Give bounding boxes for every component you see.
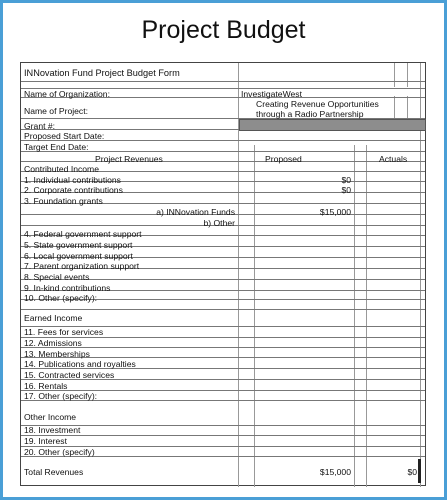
- row-rule: [21, 81, 425, 82]
- col-stub-d: [407, 96, 408, 118]
- line-item-proposed[interactable]: $0: [341, 175, 351, 185]
- line-item-label: 15. Contracted services: [24, 370, 115, 380]
- line-item-label: 11. Fees for services: [24, 327, 104, 337]
- col-stub-c: [394, 96, 395, 118]
- line-item-proposed[interactable]: $15,000: [319, 207, 351, 217]
- line-item-label: 6. Local government support: [24, 251, 133, 261]
- col-header-proposed: Proposed: [265, 154, 302, 164]
- project-label: Name of Project:: [24, 106, 88, 116]
- row-rule: [21, 425, 425, 426]
- budget-sheet: [20, 62, 426, 486]
- line-item-label: 8. Special events: [24, 272, 90, 282]
- line-item-label: 9. In-kind contributions: [24, 283, 111, 293]
- line-item-proposed[interactable]: $0: [341, 185, 351, 195]
- row-rule: [21, 309, 425, 310]
- project-value-line2: through a Radio Partnership: [256, 109, 364, 119]
- line-item-label: 2. Corporate contributions: [24, 185, 123, 195]
- col-header-actuals: Actuals: [379, 154, 408, 164]
- line-item-label: 4. Federal government support: [24, 229, 142, 239]
- line-item-label: b) Other: [203, 218, 235, 228]
- col-stub-b: [407, 63, 408, 87]
- line-item-label: 17. Other (specify):: [24, 391, 98, 401]
- start-date-label: Proposed Start Date:: [24, 131, 105, 141]
- section-earned: Earned Income: [24, 313, 83, 323]
- total-label: Total Revenues: [24, 467, 84, 477]
- line-item-label: 13. Memberships: [24, 349, 90, 359]
- line-item-label: 14. Publications and royalties: [24, 359, 136, 369]
- end-date-label: Target End Date:: [24, 142, 89, 152]
- col-stub-a: [394, 63, 395, 87]
- project-value-line1: Creating Revenue Opportunities: [256, 99, 379, 109]
- org-label: Name of Organization:: [24, 89, 110, 99]
- line-item-label: 1. Individual contributions: [24, 175, 121, 185]
- line-item-label: 20. Other (specify): [24, 447, 95, 457]
- total-actuals: $0: [407, 467, 417, 477]
- page-title: Project Budget: [141, 16, 306, 44]
- line-item-label: 5. State government support: [24, 240, 133, 250]
- grant-field[interactable]: [239, 119, 426, 131]
- section-other: Other Income: [24, 412, 77, 422]
- line-item-label: 19. Interest: [24, 436, 67, 446]
- line-item-label: 18. Investment: [24, 425, 81, 435]
- total-proposed: $15,000: [319, 467, 351, 477]
- line-item-label: 10. Other (specify):: [24, 293, 98, 303]
- row-rule: [21, 435, 425, 436]
- grant-label: Grant #:: [24, 121, 56, 131]
- org-value: InvestigateWest: [241, 89, 302, 99]
- col-header-revenues: Project Revenues: [95, 154, 163, 164]
- row-rule: [21, 161, 425, 162]
- cell-cursor: [418, 459, 421, 483]
- line-item-label: 3. Foundation grants: [24, 196, 103, 206]
- line-item-label: 7. Parent organization support: [24, 261, 140, 271]
- line-item-label: 16. Rentals: [24, 381, 68, 391]
- form-title: INNovation Fund Project Budget Form: [24, 68, 180, 78]
- line-item-label: a) INNovation Funds: [156, 207, 235, 217]
- line-item-label: 12. Admissions: [24, 338, 82, 348]
- section-contributed: Contributed Income: [24, 164, 99, 174]
